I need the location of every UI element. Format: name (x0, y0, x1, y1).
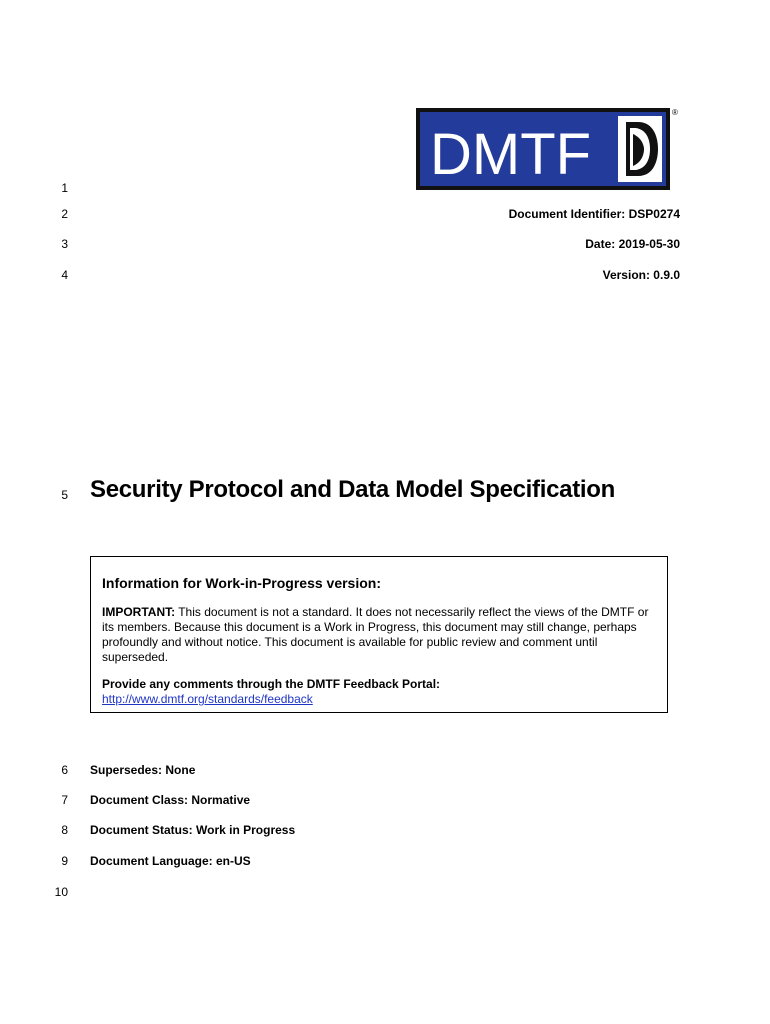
document-status: Document Status: Work in Progress (90, 823, 296, 837)
important-text: This document is not a standard. It does not necessarily reflect the views of the DMTF or its members. Because this document is a Work in Progress, this document may still change, perhaps profoundly and without notice. This document is available for public review and comment until superseded. (102, 605, 649, 664)
registered-mark: ® (672, 108, 678, 117)
important-label: IMPORTANT: (102, 605, 176, 619)
line-number-8: 8 (61, 823, 68, 837)
document-date: Date: 2019-05-30 (585, 237, 680, 251)
line-number-3: 3 (61, 237, 68, 251)
dmtf-logo (416, 108, 670, 190)
line-number-1: 1 (61, 181, 68, 195)
line-number-4: 4 (61, 268, 68, 282)
document-class: Document Class: Normative (90, 793, 251, 807)
line-number-5: 5 (61, 488, 68, 502)
wip-important-paragraph (102, 605, 652, 665)
document-identifier: Document Identifier: DSP0274 (508, 207, 680, 221)
logo-text: DMTF (430, 122, 592, 187)
line-number-7: 7 (61, 793, 68, 807)
line-number-9: 9 (61, 854, 68, 868)
line-number-6: 6 (61, 763, 68, 777)
line-number-2: 2 (61, 207, 68, 221)
document-title: Security Protocol and Data Model Specification (90, 476, 615, 503)
comments-label: Provide any comments through the DMTF Feedback Portal: (102, 677, 441, 691)
supersedes: Supersedes: None (90, 763, 196, 777)
document-version: Version: 0.9.0 (602, 268, 680, 282)
wip-notice-box (90, 556, 668, 713)
dmtf-logo-graphic (416, 108, 670, 190)
line-number-10: 10 (54, 885, 68, 899)
wip-heading: Information for Work-in-Progress version: (102, 575, 381, 591)
feedback-link[interactable]: http://www.dmtf.org/standards/feedback (102, 692, 313, 706)
document-language: Document Language: en-US (90, 854, 251, 868)
